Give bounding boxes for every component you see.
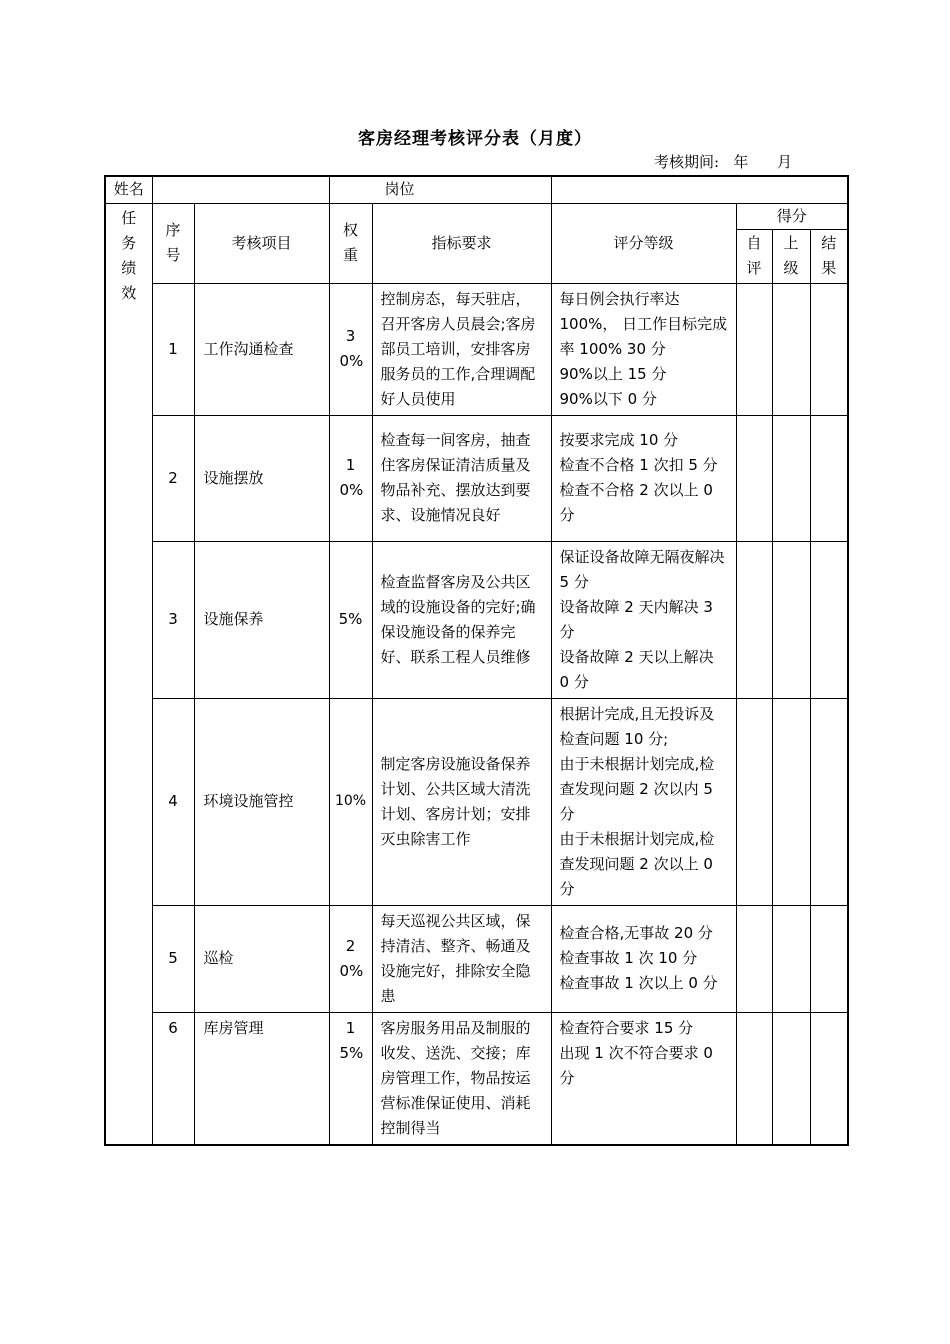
row-weight: 20% [329,905,372,1012]
superior-score-cell[interactable] [772,905,810,1012]
result-score-cell[interactable] [810,541,848,698]
row-seq: 4 [152,698,194,905]
row-item: 巡检 [194,905,329,1012]
name-field[interactable] [152,176,329,203]
col-grading-header: 评分等级 [551,203,736,283]
grading-line: 检查合格,无事故 20 分 [559,924,713,942]
section-label-text: 任务绩效 [121,208,137,302]
row-grading [551,698,736,905]
result-score-cell[interactable] [810,415,848,541]
col-score-header: 得分 [736,203,848,229]
grading-line: 保证设备故障无隔夜解决 5 分 [559,547,725,591]
superior-score-cell[interactable] [772,283,810,415]
table-row [105,698,848,905]
row-seq: 2 [152,415,194,541]
grading-line: 90%以下 0 分 [559,389,657,408]
row-weight: 10% [329,698,372,905]
row-seq: 5 [152,905,194,1012]
grading-line: 根据计完成,且无投诉及检查问题 10 分; [559,704,715,748]
superior-score-cell[interactable] [772,415,810,541]
grading-line: 检查事故 1 次以上 0 分 [559,974,718,992]
period-month: 月 [777,153,793,171]
result-score-cell[interactable] [810,283,848,415]
grading-line: 按要求完成 10 分 [559,430,679,449]
grading-line: 90%以上 15 分 [559,364,667,383]
row-seq: 3 [152,541,194,698]
row-item: 设施摆放 [194,415,329,541]
row-requirement: 控制房态，每天驻店，召开客房人员晨会;客房部员工培训，安排客房服务员的工作,合理调配好人员使用 [372,283,551,415]
table-row [105,541,848,698]
self-score-cell[interactable] [736,905,772,1012]
superior-score-cell[interactable] [772,1012,810,1145]
header-row-name [105,176,848,203]
section-label-task-performance [105,203,152,1145]
row-requirement: 客房服务用品及制服的收发、送洗、交接；库房管理工作，物品按运营标准保证使用、消耗控制得当 [372,1012,551,1145]
grading-line: 设备故障 2 天内解决 3 分 [559,597,713,641]
grading-line: 由于未根据计划完成,检查发现问题 2 次以内 5 分 [559,754,715,823]
assessment-period [654,151,792,172]
row-weight: 15% [329,1012,372,1145]
grading-line: 检查符合要求 15 分 [559,1018,694,1037]
position-field[interactable] [551,176,848,203]
col-item-header: 考核项目 [194,203,329,283]
header-row-columns [105,203,848,229]
row-requirement: 检查每一间客房，抽查住客房保证清洁质量及物品补充、摆放达到要求、设施情况良好 [372,415,551,541]
row-seq: 6 [152,1012,194,1145]
grading-line: 检查不合格 1 次扣 5 分 [559,455,718,474]
row-grading [551,905,736,1012]
period-year: 年 [733,153,749,171]
grading-line: 出现 1 次不符合要求 0 分 [559,1043,713,1087]
col-result-header: 结果 [810,229,848,283]
row-requirement: 检查监督客房及公共区域的设施设备的完好;确保设施设备的保养完好、联系工程人员维修 [372,541,551,698]
row-item: 库房管理 [194,1012,329,1145]
evaluation-table [104,175,849,1146]
row-seq: 1 [152,283,194,415]
page-title: 客房经理考核评分表（月度） [358,129,592,149]
row-item: 工作沟通检查 [194,283,329,415]
row-requirement: 每天巡视公共区域，保持清洁、整齐、畅通及设施完好，排除安全隐患 [372,905,551,1012]
row-weight: 10% [329,415,372,541]
grading-line: 由于未根据计划完成,检查发现问题 2 次以上 0 分 [559,829,715,898]
table-row [105,415,848,541]
row-item: 设施保养 [194,541,329,698]
self-score-cell[interactable] [736,541,772,698]
col-requirement-header: 指标要求 [372,203,551,283]
superior-score-cell[interactable] [772,698,810,905]
superior-score-cell[interactable] [772,541,810,698]
row-requirement: 制定客房设施设备保养计划、公共区域大清洗计划、客房计划；安排灭虫除害工作 [372,698,551,905]
table-row [105,905,848,1012]
name-label: 姓名 [105,176,152,203]
row-weight: 5% [329,541,372,698]
row-item: 环境设施管控 [194,698,329,905]
table-row [105,283,848,415]
row-grading [551,283,736,415]
self-score-cell[interactable] [736,415,772,541]
self-score-cell[interactable] [736,283,772,415]
period-label: 考核期间: [654,153,720,171]
grading-line: 设备故障 2 天以上解决 0 分 [559,647,714,691]
col-self-header: 自评 [736,229,772,283]
row-grading [551,1012,736,1145]
col-weight-header: 权重 [329,203,372,283]
col-superior-header: 上级 [772,229,810,283]
self-score-cell[interactable] [736,1012,772,1145]
result-score-cell[interactable] [810,698,848,905]
grading-line: 检查不合格 2 次以上 0 分 [559,480,713,524]
table-row [105,1012,848,1145]
result-score-cell[interactable] [810,1012,848,1145]
grading-line: 检查事故 1 次 10 分 [559,949,698,967]
result-score-cell[interactable] [810,905,848,1012]
self-score-cell[interactable] [736,698,772,905]
row-weight: 30% [329,283,372,415]
col-seq-header: 序号 [152,203,194,283]
position-label: 岗位 [329,176,551,203]
grading-line: 每日例会执行率达100%， 日工作目标完成率 100% 30 分 [559,289,728,358]
row-grading [551,541,736,698]
row-grading [551,415,736,541]
